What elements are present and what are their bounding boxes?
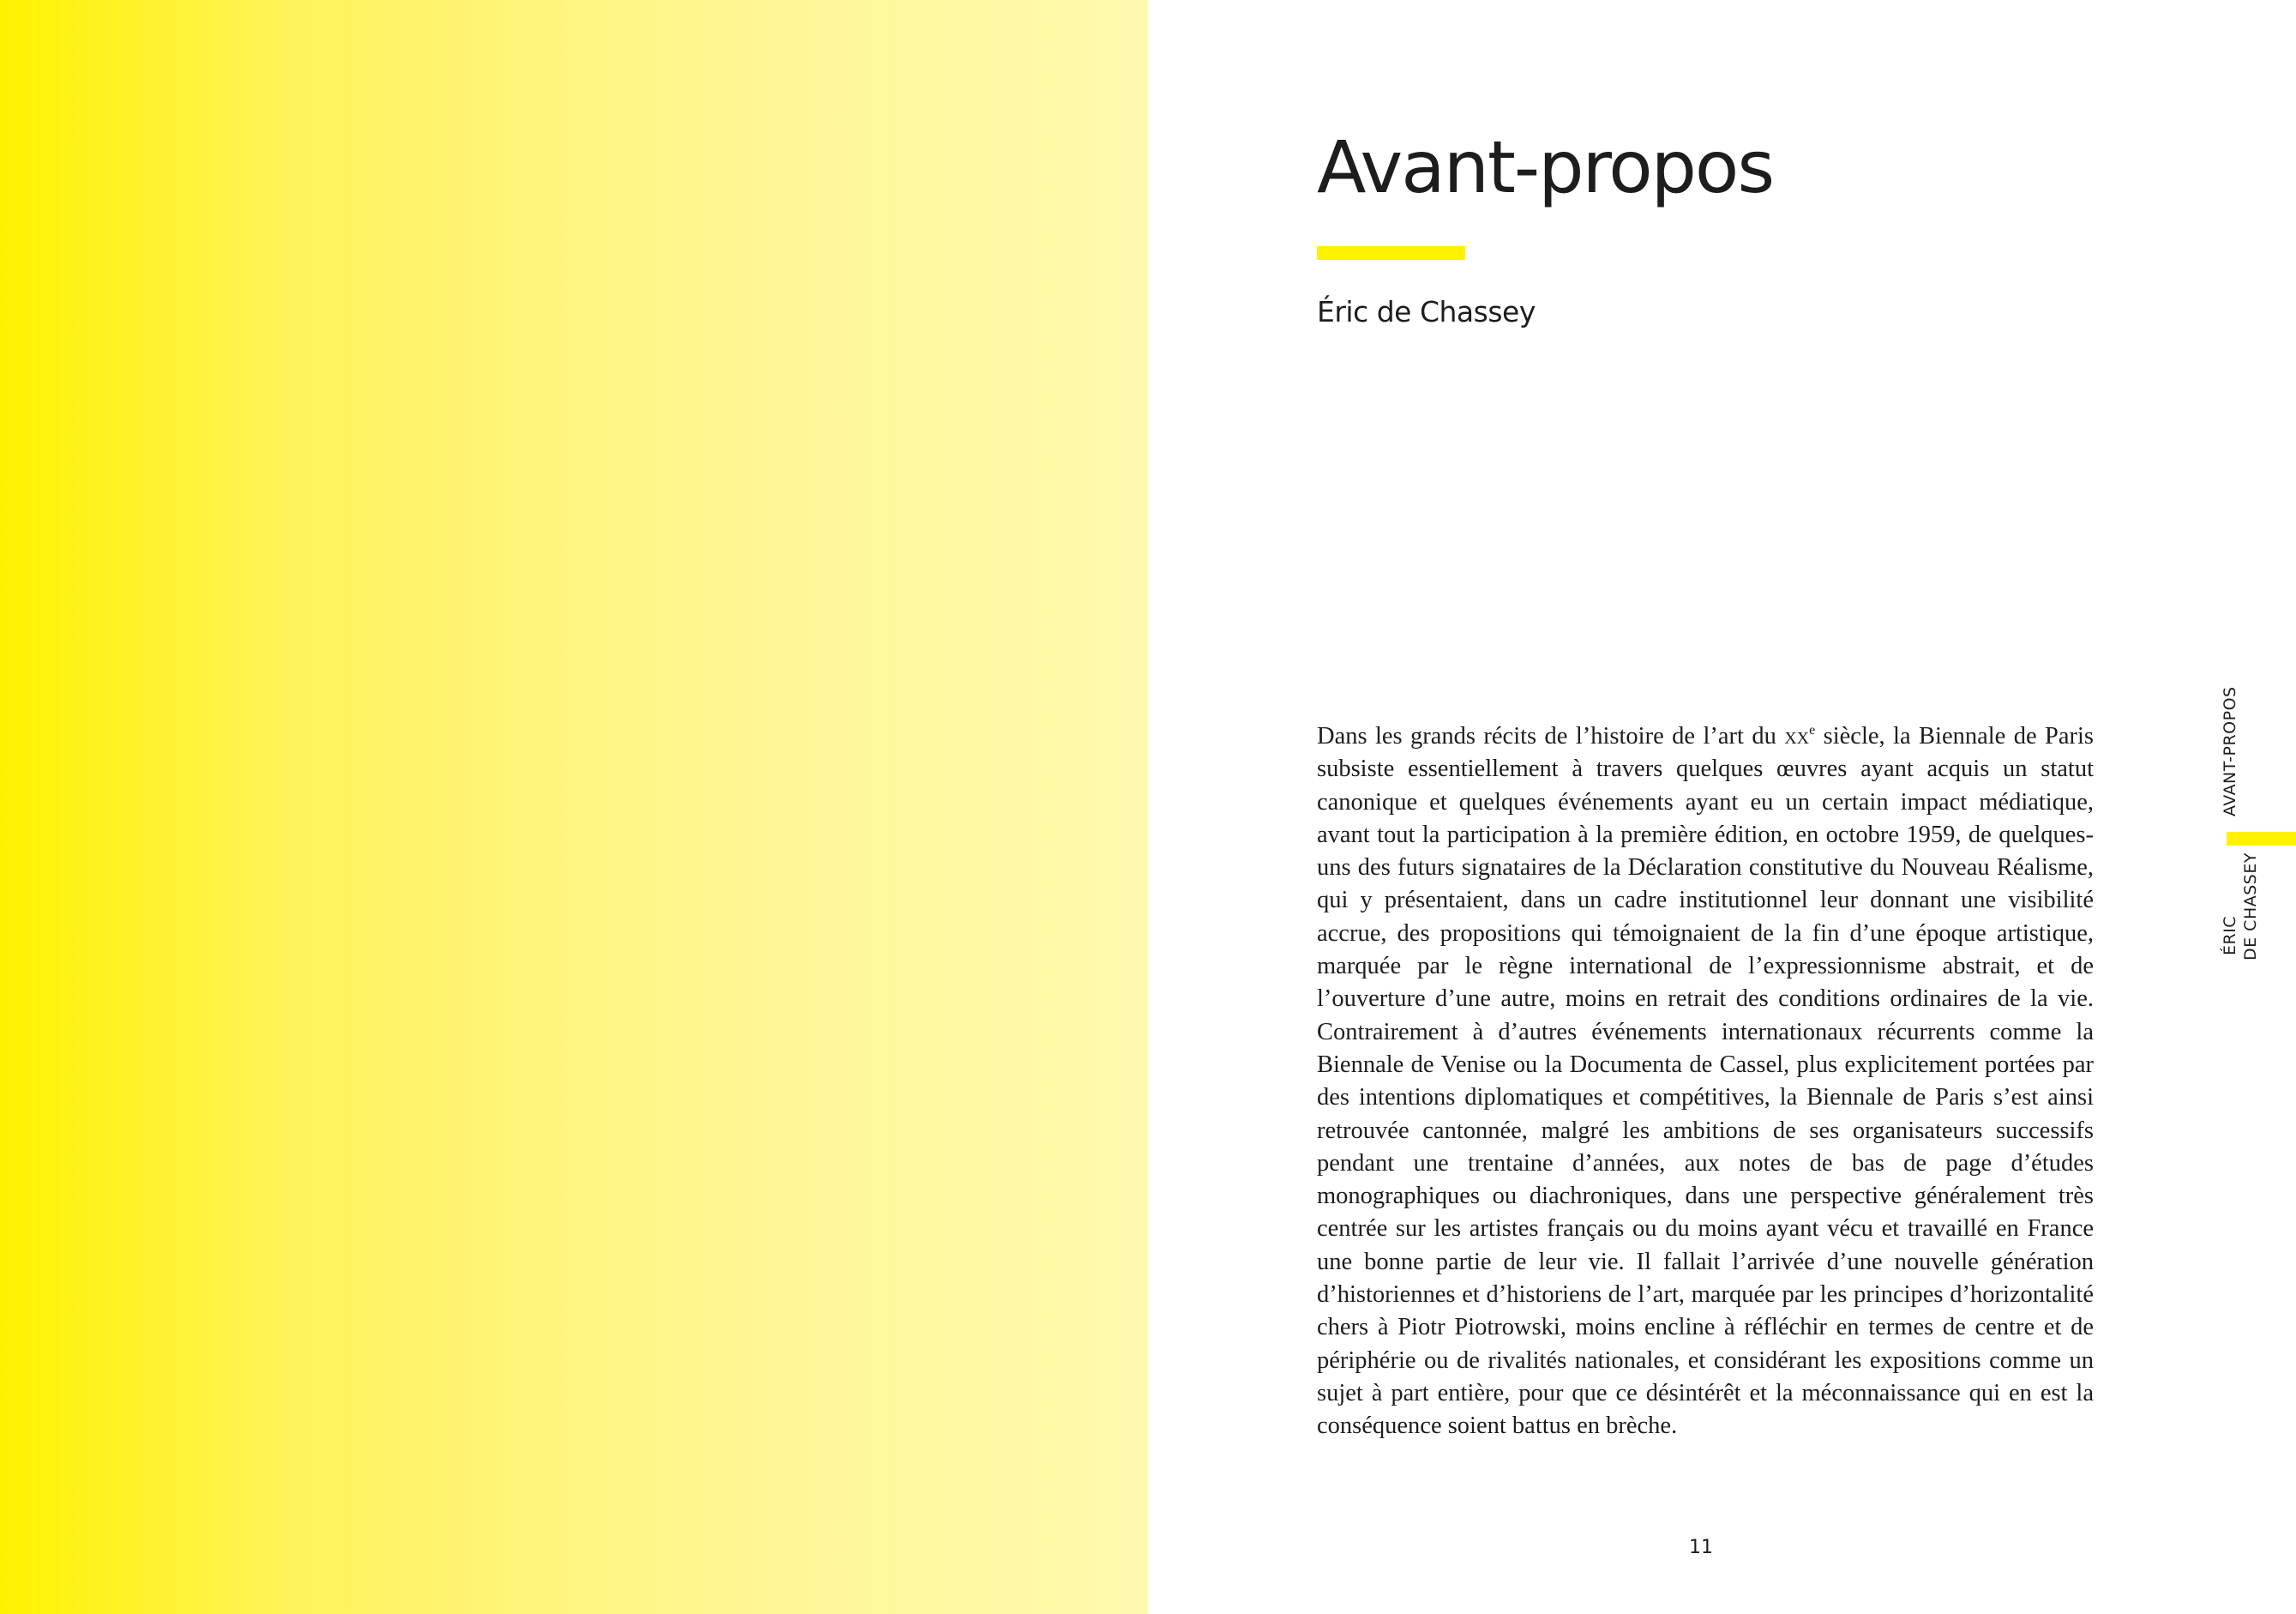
running-head-author-last: DE CHASSEY <box>2241 852 2260 961</box>
title-accent-rule <box>1317 246 1465 260</box>
author-name: Éric de Chassey <box>1317 295 1536 328</box>
running-head-author-first: ÉRIC <box>2221 915 2239 955</box>
body-text-rest: siècle, la Biennale de Paris subsiste essentiellement à travers quelques œuvres ayant acquis un statut canonique et quelques événements ayant eu un certain impact médiatique, avant tout la participation à la première édition, en octobre 1959, de quelques-uns des futurs signataires de la Déclaration constitutive du Nouveau Réalisme, qui y présentaient, dans un cadre institutionnel leur donnant une visibilité accrue, des propositions qui témoignaient de la fin d’une époque artistique, marquée par le règne international de l’expressionnisme abstrait, et de l’ouverture d’une autre, moins en retrait des conditions ordinaires de la vie. Contrairement à d’autres événements internationaux récurrents comme la Biennale de Venise ou la Documenta de Cassel, plus explicitement portées par des intentions diplomatiques et compétitives, la Biennale de Paris s’est ainsi retrouvée cantonnée, malgré les ambitions de ses organisateurs successifs pendant une trentaine d’années, aux notes de bas de page d’études monographiques ou diachroniques, dans une perspective généralement très centrée sur les artistes français ou du moins ayant vécu et travaillé en France une bonne partie de leur vie. Il fallait l’arrivée d’une nouvelle génération d’historiennes et d’historiens de l’art, marquée par les principes d’horizontalité chers à Piotr Piotrowski, moins encline à réfléchir en termes de centre et de périphérie ou de rivalités nationales, et considérant les expositions comme un sujet à part entière, pour que ce désintérêt et la méconnaissance qui en est la conséquence soient battus en brèche. <box>1317 723 2095 1440</box>
century-numeral: xx <box>1784 723 1810 750</box>
page-title: Avant-propos <box>1317 125 1774 209</box>
century-suffix: e <box>1809 723 1816 738</box>
running-head-section: AVANT-PROPOS <box>2221 686 2239 816</box>
running-head-marker <box>2227 832 2296 846</box>
body-text-start: Dans les grands récits de l’histoire de l’art du <box>1317 723 1776 750</box>
body-paragraph <box>1317 720 2094 1443</box>
page-number: 11 <box>1689 1537 1713 1558</box>
